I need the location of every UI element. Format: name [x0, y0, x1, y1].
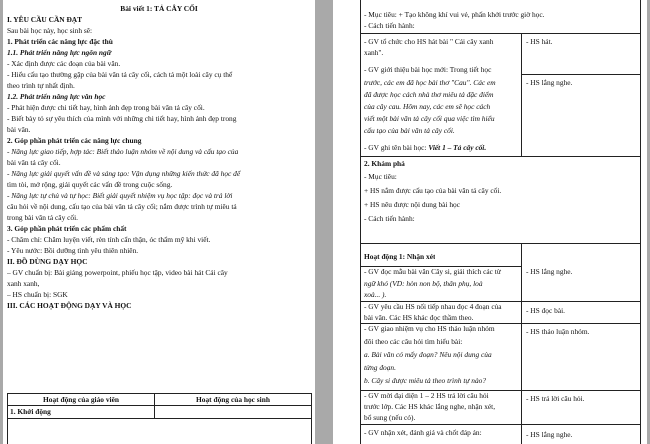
table-header-teacher: Hoạt động của giáo viên — [43, 395, 119, 404]
procedure-line: - Cách tiến hành: — [364, 21, 415, 30]
student-step: - HS trả lời câu hỏi. — [526, 394, 585, 403]
lesson-title: Bài viết 1: TẢ CÂY CỐI — [120, 4, 198, 13]
paragraph: Sau bài học này, học sinh sẽ: — [7, 26, 93, 35]
document-page-left — [3, 0, 315, 444]
teacher-step: bài văn. Các HS khác đọc thầm theo. — [364, 313, 474, 322]
table-row-warmup: 1. Khởi động — [10, 407, 51, 416]
teacher-step: - GV nhận xét, đánh giá và chốt đáp án: — [364, 428, 482, 437]
document-page-right — [333, 0, 647, 444]
teacher-step: đã được học cách nhà thơ miêu tả đặc điểm — [364, 90, 494, 99]
paragraph: - Hiểu cấu tạo thường gặp của bài văn tả cây cối, cách tả một loài cây cụ thể — [7, 70, 233, 79]
paragraph: - Chăm chỉ: Chăm luyện viết, rèn tính cẩn thận, óc thẩm mỹ khi viết. — [7, 235, 211, 244]
paragraph: - Yêu nước: Bồi dưỡng tình yêu thiên nhiên. — [7, 246, 139, 255]
teacher-step: b. Cây si được miêu tả theo trình tự nào? — [364, 376, 487, 385]
student-step: - HS lắng nghe. — [526, 430, 573, 439]
subheading: 2. Góp phần phát triển các năng lực chung — [7, 136, 142, 145]
paragraph: câu hỏi về nội dung, cấu tạo của bài văn tả cây cối; nắm được trình tự miêu tả — [7, 202, 237, 211]
teacher-step: từng đoạn. — [364, 363, 396, 372]
teacher-step-lesson-name: - GV ghi tên bài học: Viết 1 – Tả cây cối. — [364, 143, 487, 152]
objective-line: - Mục tiêu: + Tạo không khí vui vẻ, phấn khởi trước giờ học. — [364, 10, 545, 19]
paragraph: trong bài văn tả cây cối. — [7, 213, 79, 222]
teacher-step: a. Bài văn có mấy đoạn? Nêu nội dung của — [364, 350, 492, 359]
teacher-step: cấu tạo của bài văn tả cây cối. — [364, 126, 455, 135]
teacher-step: xanh". — [364, 48, 384, 57]
teacher-step: - GV đọc mẫu bài văn Cây si, giải thích các từ — [364, 267, 501, 276]
student-step: - HS lắng nghe. — [526, 78, 573, 87]
teacher-step: của cây cau. Hôm nay, các em sẽ học cách — [364, 102, 491, 111]
teacher-step: - GV giao nhiệm vụ cho HS thảo luận nhóm — [364, 324, 495, 333]
paragraph: theo trình tự nhất định. — [7, 81, 75, 90]
subheading: 3. Góp phần phát triển các phẩm chất — [7, 224, 127, 233]
paragraph: bài văn tả cây cối. — [7, 158, 61, 167]
teacher-step: - GV mời đại diện 1 – 2 HS trả lời câu hỏi — [364, 391, 489, 400]
section-heading-requirements: I. YÊU CẦU CẦN ĐẠT — [7, 15, 83, 24]
student-step: - HS thảo luận nhóm. — [526, 327, 590, 336]
teacher-step: ngữ khó (VD: hòn non bộ, thân phụ, loà — [364, 279, 483, 288]
paragraph: - Biết bày tỏ sự yêu thích của mình với những chi tiết hay, hình ảnh đẹp trong — [7, 114, 237, 123]
subheading: 1. Phát triển các năng lực đặc thù — [7, 37, 113, 46]
paragraph: tìm tòi, mở rộng, giải quyết các vấn đề trong cuộc sống. — [7, 180, 173, 189]
teacher-step: viết một bài văn tả cây cối qua việc tìm hiểu — [364, 114, 495, 123]
teacher-step: trước, các em đã học bài thơ "Cau". Các em — [364, 78, 496, 87]
teacher-step: đôi theo các câu hỏi tìm hiểu bài: — [364, 337, 463, 346]
paragraph: – HS chuẩn bị: SGK — [7, 290, 68, 299]
paragraph: - Xác định được các đoạn của bài văn. — [7, 59, 121, 68]
paragraph: bài văn. — [7, 125, 31, 134]
student-step: - HS lắng nghe. — [526, 267, 573, 276]
section-heading-materials: II. ĐỒ DÙNG DẠY HỌC — [7, 257, 88, 266]
paragraph: - Năng lực tự chủ và tự học: Biết giải quyết nhiệm vụ học tập: đọc và trả lời — [7, 191, 233, 200]
student-step: - HS hát. — [526, 37, 553, 46]
table-header-student: Hoạt động của học sinh — [196, 395, 270, 404]
objective-line: + HS nắm được cấu tạo của bài văn tả cây cối. — [364, 186, 502, 195]
paragraph: - Năng lực giao tiếp, hợp tác: Biết thảo luận nhóm về nội dung và cấu tạo của — [7, 147, 239, 156]
teacher-step: trước lớp. Các HS khác lắng nghe, nhận xét, — [364, 402, 496, 411]
paragraph: xanh xanh, — [7, 279, 40, 288]
teacher-step: - GV tổ chức cho HS hát bài " Cái cây xanh — [364, 37, 494, 46]
section-heading-explore: 2. Khám phá — [364, 159, 405, 168]
paragraph: – GV chuẩn bị: Bài giảng powerpoint, phiếu học tập, video bài hát Cái cây — [7, 268, 228, 277]
teacher-step: - GV giới thiệu bài học mới: Trong tiết học — [364, 65, 492, 74]
subheading: 1.1. Phát triển năng lực ngôn ngữ — [7, 48, 112, 57]
procedure-line: - Cách tiến hành: — [364, 214, 415, 223]
paragraph: - Phát hiện được chi tiết hay, hình ảnh đẹp trong bài văn tả cây cối. — [7, 103, 205, 112]
subheading: 1.2. Phát triển năng lực văn học — [7, 92, 106, 101]
teacher-step: bổ sung (nếu có). — [364, 413, 416, 422]
teacher-step: - GV yêu cầu HS nối tiếp nhau đọc 4 đoạn của — [364, 302, 502, 311]
activity-heading: Hoạt động 1: Nhận xét — [364, 252, 436, 261]
objective-line: - Mục tiêu: — [364, 172, 397, 181]
paragraph: - Năng lực giải quyết vấn đề và sáng tạo: Vận dụng những kiến thức đã học để — [7, 169, 241, 178]
objective-line: + HS nêu được nội dung bài học — [364, 200, 461, 209]
teacher-step: xoà... ). — [364, 290, 387, 299]
section-heading-activities: III. CÁC HOẠT ĐỘNG DẠY VÀ HỌC — [7, 301, 132, 310]
student-step: - HS đọc bài. — [526, 306, 565, 315]
